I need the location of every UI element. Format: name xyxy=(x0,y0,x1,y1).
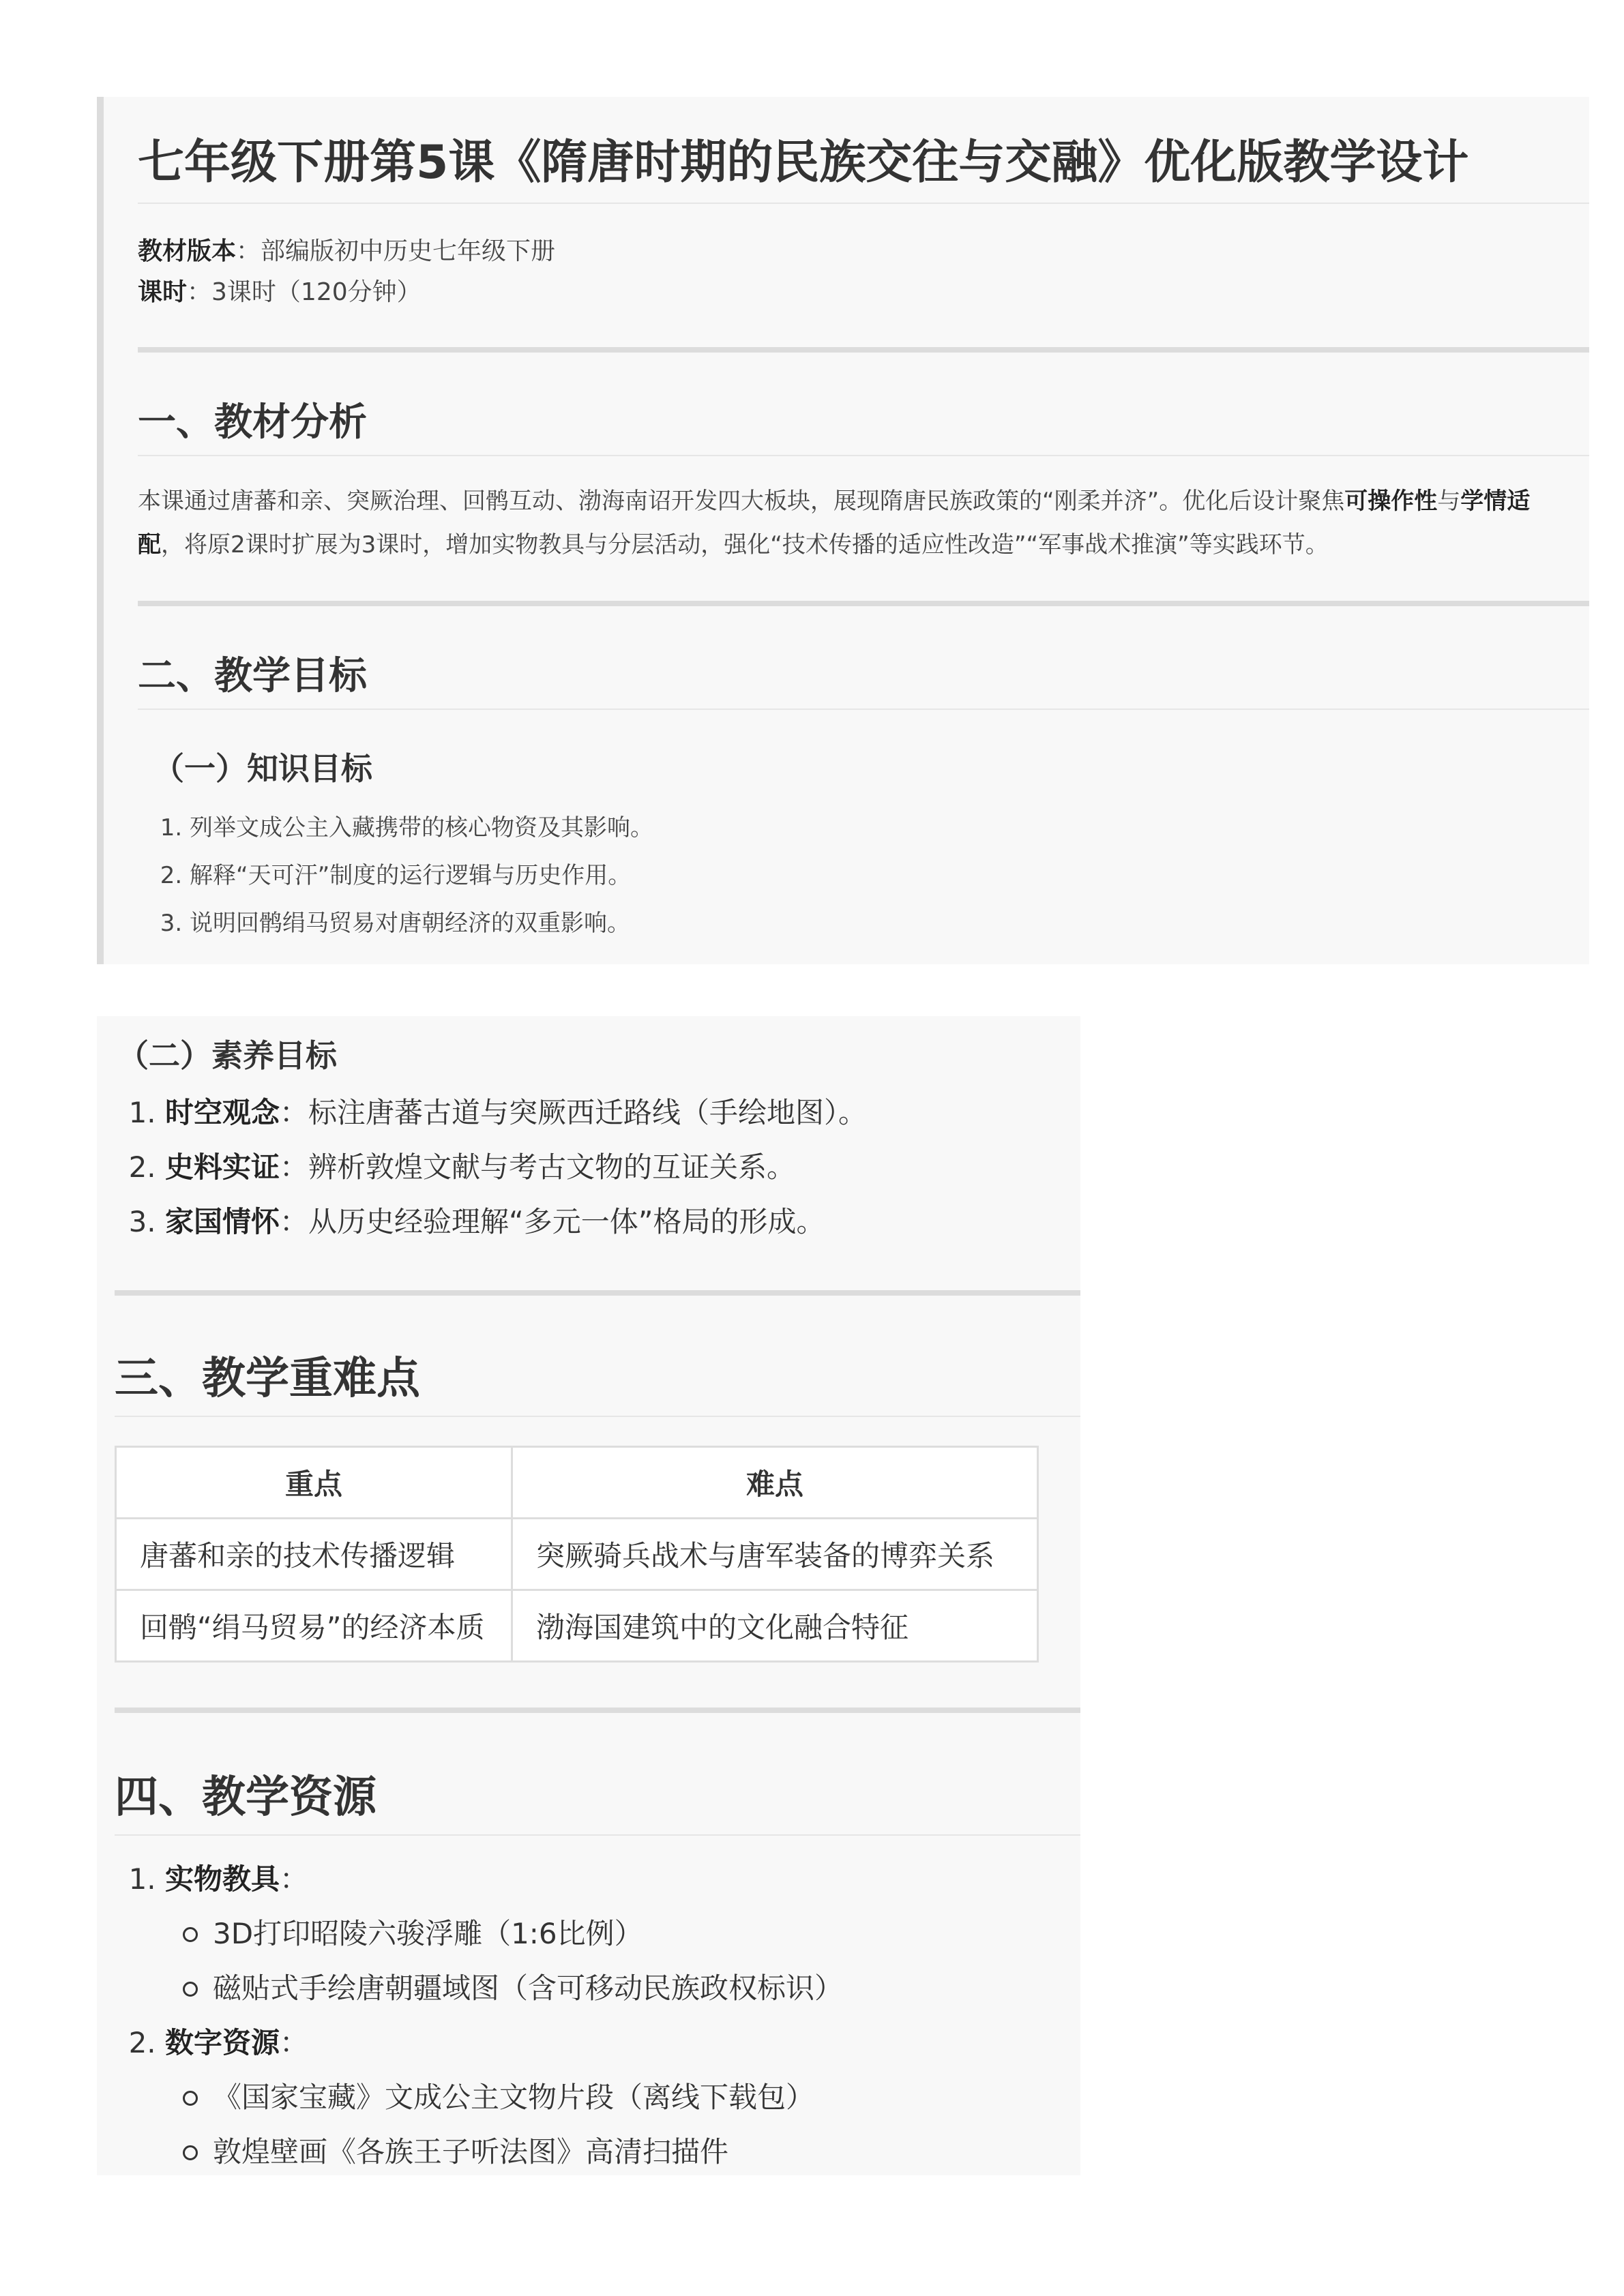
teaching-resources-list xyxy=(117,1852,1080,2175)
sub-list-item: 敦煌壁画《各族王子听法图》高清扫描件 xyxy=(213,2125,1080,2175)
digital-resources-sublist xyxy=(165,2070,1080,2175)
knowledge-goals-list xyxy=(138,804,1589,947)
paragraph-text: ，将原2课时扩展为3课时，增加实物教具与分层活动，强化“技术传播的适应性改造”“军事战术推演”等实践环节。 xyxy=(161,531,1329,558)
item-text: ：从历史经验理解“多元一体”格局的形成。 xyxy=(280,1205,825,1238)
paragraph-emphasis: 学情适配 xyxy=(138,488,1531,558)
item-label: 数字资源 xyxy=(165,2026,280,2059)
document-page-2 xyxy=(97,1016,1080,2175)
section-heading-teaching-resources: 四、教学资源 xyxy=(115,1762,1080,1836)
item-label: 实物教具 xyxy=(165,1862,280,1896)
item-suffix: ： xyxy=(280,2026,309,2059)
subheading-knowledge-goals: （一）知识目标 xyxy=(153,750,372,787)
list-item xyxy=(165,1852,1080,2016)
textbook-analysis-paragraph xyxy=(138,479,1589,567)
subheading-literacy-goals: （二）素养目标 xyxy=(117,1037,337,1074)
list-item: 3. 说明回鹘绢马贸易对唐朝经济的双重影响。 xyxy=(190,899,1589,947)
item-text: ：标注唐蕃古道与突厥西迁路线（手绘地图）。 xyxy=(280,1096,868,1129)
paragraph-text: 与 xyxy=(1437,488,1461,515)
meta-value: ：部编版初中历史七年级下册 xyxy=(236,237,556,265)
list-item: 1. 列举文成公主入藏携带的核心物资及其影响。 xyxy=(190,804,1589,852)
horizontal-rule xyxy=(115,1708,1080,1713)
table-header-difficult-points: 难点 xyxy=(512,1447,1038,1519)
sub-list-item: 磁贴式手绘唐朝疆域图（含可移动民族政权标识） xyxy=(213,1961,1080,2016)
paragraph-text: 本课通过唐蕃和亲、突厥治理、回鹘互动、渤海南诏开发四大板块，展现隋唐民族政策的“刚柔并济”。优化后设计聚焦 xyxy=(138,488,1345,515)
table-cell: 渤海国建筑中的文化融合特征 xyxy=(512,1590,1038,1662)
list-item: 2. 解释“天可汗”制度的运行逻辑与历史作用。 xyxy=(190,852,1589,899)
meta-label: 课时 xyxy=(138,278,188,306)
meta-value: ：3课时（120分钟） xyxy=(187,278,422,306)
list-item xyxy=(165,1140,1080,1195)
sub-list-item: 3D打印昭陵六骏浮雕（1:6比例） xyxy=(213,1907,1080,1961)
document-title: 七年级下册第5课《隋唐时期的民族交往与交融》优化版教学设计 xyxy=(138,97,1589,204)
meta-info xyxy=(138,231,1589,313)
meta-label: 教材版本 xyxy=(138,237,237,265)
horizontal-rule xyxy=(138,601,1589,606)
document-page-1 xyxy=(97,97,1589,964)
table-cell: 唐蕃和亲的技术传播逻辑 xyxy=(116,1519,512,1590)
sub-list-item: 《国家宝藏》文成公主文物片段（离线下载包） xyxy=(213,2070,1080,2125)
section-heading-textbook-analysis: 一、教材分析 xyxy=(138,392,1589,456)
section-heading-key-points: 三、教学重难点 xyxy=(115,1343,1080,1417)
horizontal-rule xyxy=(115,1290,1080,1296)
list-item xyxy=(165,1086,1080,1140)
item-suffix: ： xyxy=(280,1862,309,1896)
table-cell: 突厥骑兵战术与唐军装备的博弈关系 xyxy=(512,1519,1038,1590)
physical-aids-sublist xyxy=(165,1907,1080,2016)
table-row xyxy=(116,1519,1038,1590)
meta-textbook-version xyxy=(138,231,1589,272)
table-header-key-points: 重点 xyxy=(116,1447,512,1519)
item-text: ：辨析敦煌文献与考古文物的互证关系。 xyxy=(280,1150,796,1184)
literacy-goals-list xyxy=(117,1086,1080,1249)
list-item xyxy=(165,1195,1080,1249)
meta-class-hours xyxy=(138,272,1589,313)
table-header-row xyxy=(116,1447,1038,1519)
item-label: 家国情怀 xyxy=(165,1205,280,1238)
table-row xyxy=(116,1590,1038,1662)
paragraph-emphasis: 可操作性 xyxy=(1344,488,1438,515)
item-label: 时空观念 xyxy=(165,1096,280,1129)
list-item xyxy=(165,2016,1080,2175)
key-difficult-points-table xyxy=(115,1446,1039,1663)
horizontal-rule xyxy=(138,347,1589,353)
item-label: 史料实证 xyxy=(165,1150,280,1184)
section-heading-teaching-goals: 二、教学目标 xyxy=(138,646,1589,710)
table-cell: 回鹘“绢马贸易”的经济本质 xyxy=(116,1590,512,1662)
